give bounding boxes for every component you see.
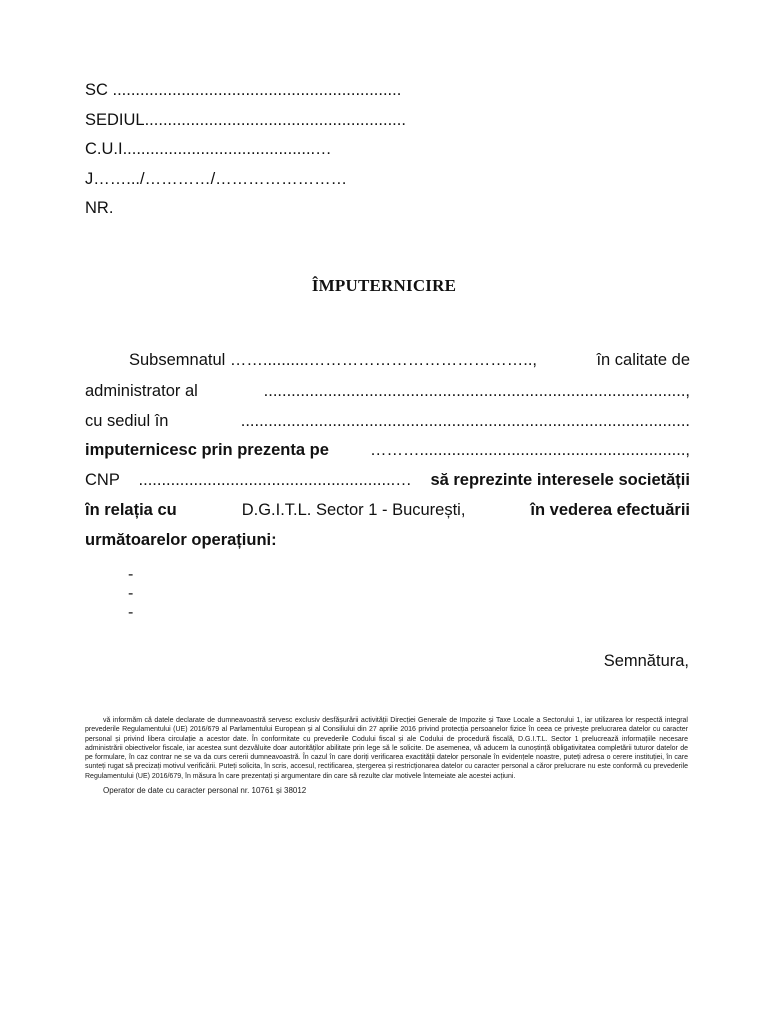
body-line-3 xyxy=(85,410,690,432)
in-calitate-text: în calitate de xyxy=(596,351,690,369)
dgitl-text: D.G.I.T.L. Sector 1 - București, xyxy=(241,501,466,519)
cnp-field: ........................................................… xyxy=(138,471,412,489)
imputernicit-field: ……….........................................................., xyxy=(370,441,690,459)
body-line-5 xyxy=(85,469,690,491)
administrator-label: administrator al xyxy=(85,382,198,400)
relatia-text: în relația cu xyxy=(85,501,177,519)
cnp-label: CNP xyxy=(85,471,120,489)
header-nr-line: NR. xyxy=(85,199,114,217)
subsemnatul-field: Subsemnatul ……..........………………………………….., xyxy=(129,351,537,369)
operator-note: Operator de date cu caracter personal nr. 10761 și 38012 xyxy=(103,786,307,795)
vederea-text: în vederea efectuării xyxy=(530,501,690,519)
signature-label: Semnătura, xyxy=(603,652,689,670)
header-sediul-line: SEDIUL......................................................... xyxy=(85,111,406,129)
header-cui-line: C.U.I..........................................… xyxy=(85,140,332,158)
gdpr-notice: vă informăm că datele declarate de dumneavoastră servesc exclusiv desfășurării activității Direcției Generale de Impozite și Taxe Locale a Sectorului 1, iar utilizarea lor respectă integral prevederile Regulamentului (UE) 2016/679 al Parlamentului European și al Consiliului din 27 aprilie 2016 privind protecția persoanelor fizice în ceea ce privește prelucrarea datelor cu caracter personal și privind libera circulație a acestor date. În conformitate cu prevederile Codului fiscal și ale Codului de procedură fiscală, D.G.I.T.L. Sector 1 prelucrează informațiile necesare administrării obiectivelor fiscale, iar acestea sunt dezvăluite doar autorităților abilitate prin lege să le solicite. De asemenea, vă aducem la cunoștință obligativitatea completării tuturor datelor de pe formulare, în caz contrar ne se va da curs cererii dumneavoastră. În cazul în care doriți verificarea exactității datelor personale în evidențele noastre, puteți adresa o cerere instituției, în care sunteți rugat să precizați motivul verificării. Puteți solicita, în scris, accesul, rectificarea, ștergerea și restricționarea datelor cu caracter personal a căror prelucrare nu este conformă cu prevederile Regulamentului (UE) 2016/679, în măsura în care prezentați și argumentare din care să rezulte clar motivele întemeiate ale acestei acțiuni. xyxy=(85,717,688,780)
header-sc-line: SC ............................................................... xyxy=(85,81,402,99)
sediul-label: cu sediul în xyxy=(85,412,169,430)
administrator-field: ............................................................................................, xyxy=(263,382,690,400)
header-j-line: J…….../…………/…………………… xyxy=(85,170,348,188)
document-title: ÎMPUTERNICIRE xyxy=(311,276,457,295)
body-line-1 xyxy=(129,349,690,371)
body-line-6 xyxy=(85,499,690,521)
operation-dash-2: - xyxy=(128,585,134,602)
operation-dash-3: - xyxy=(128,604,134,621)
sediul-field: .................................................................................................. xyxy=(240,412,690,430)
reprezinte-text: să reprezinte interesele societății xyxy=(430,471,690,489)
body-line-2 xyxy=(85,380,690,402)
body-line-4 xyxy=(85,439,690,461)
operation-dash-1: - xyxy=(128,566,134,583)
imputernicesc-label: imputernicesc prin prezenta pe xyxy=(85,441,329,459)
body-line-7: următoarelor operațiuni: xyxy=(85,531,277,549)
